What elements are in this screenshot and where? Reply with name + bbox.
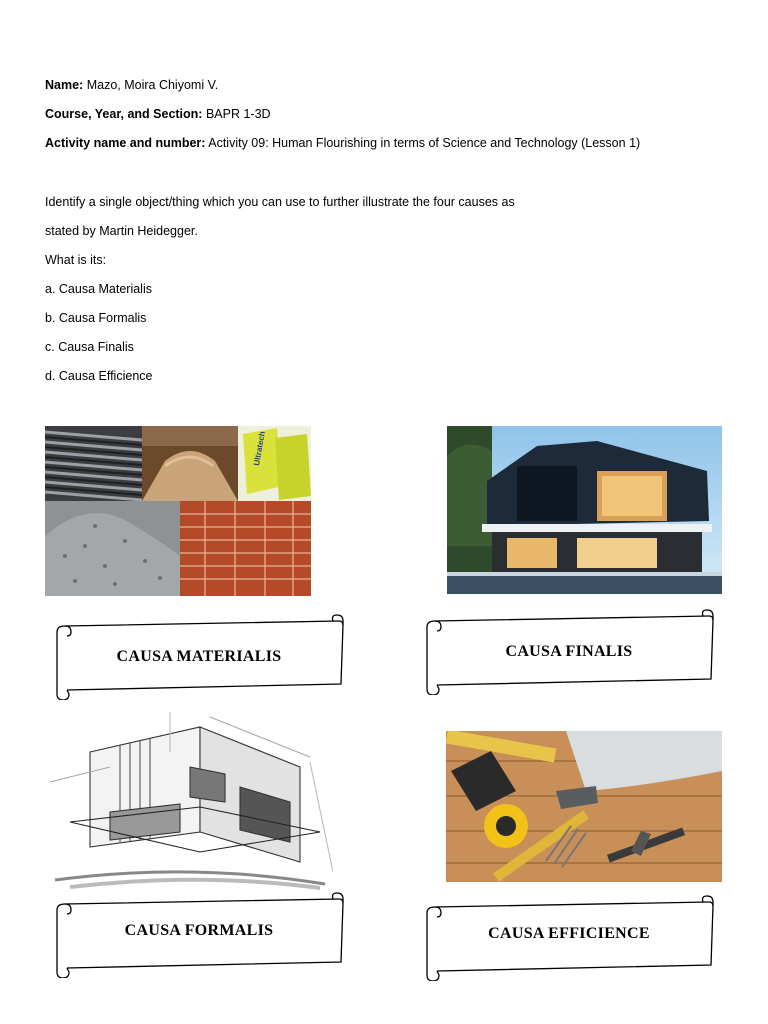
activity-value: Activity 09: Human Flourishing in terms of Science and Technology (Lesson 1) [208, 136, 641, 150]
causa-formalis-label: CAUSA FORMALIS [124, 922, 274, 939]
modern-house-image [447, 426, 722, 594]
list-item: c. Causa Finalis [45, 340, 134, 354]
course-line [45, 107, 271, 121]
building-sketch-image [50, 712, 333, 892]
materials-collage-image [45, 426, 311, 596]
causa-finalis-label: CAUSA FINALIS [505, 643, 633, 660]
tools-image [446, 731, 722, 882]
prompt-line-2: stated by Martin Heidegger. [45, 224, 198, 238]
prompt-line-3: What is its: [45, 253, 107, 267]
cement-bag-brand: Ultratech [252, 430, 267, 467]
causa-efficience-banner [423, 893, 715, 981]
name-value: Mazo, Moira Chiyomi V. [86, 78, 219, 92]
prompt-line-1: Identify a single object/thing which you can use to further illustrate the four causes as [45, 195, 515, 209]
name-line [45, 78, 218, 92]
causa-materialis-label: CAUSA MATERIALIS [116, 648, 282, 665]
activity-line [45, 136, 640, 150]
course-label: Course, Year, and Section: [45, 107, 203, 121]
causa-formalis-banner [53, 890, 345, 978]
causa-finalis-banner [423, 607, 715, 695]
list-item: a. Causa Materialis [45, 282, 152, 296]
list-item: b. Causa Formalis [45, 311, 147, 325]
list-item: d. Causa Efficience [45, 369, 153, 383]
causa-materialis-banner [53, 612, 345, 700]
causa-efficience-label: CAUSA EFFICIENCE [488, 925, 650, 942]
activity-label: Activity name and number: [45, 136, 206, 150]
course-value: BAPR 1-3D [205, 107, 271, 121]
name-label: Name: [45, 78, 84, 92]
